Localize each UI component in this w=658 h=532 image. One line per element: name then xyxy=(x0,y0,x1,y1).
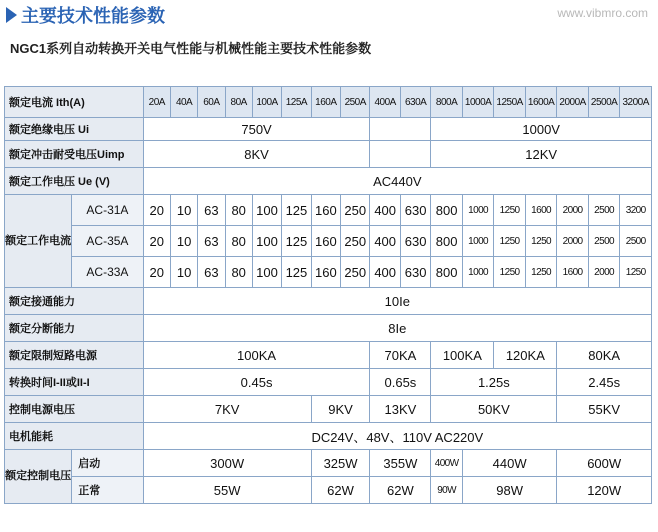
value-cell: 98W xyxy=(462,477,557,504)
value-cell: 400 xyxy=(370,226,400,257)
row-ac33a xyxy=(5,257,652,288)
value-cell: 300W xyxy=(143,450,311,477)
label-rated-current: 额定电流 Ith(A) xyxy=(5,87,144,118)
value-cell: 8KV xyxy=(143,141,370,168)
value-cell: 160 xyxy=(311,195,340,226)
row-ac31a xyxy=(5,195,652,226)
value-cell: 630 xyxy=(400,195,430,226)
value-cell: AC440V xyxy=(143,168,651,195)
category-ac31a: AC-31A xyxy=(72,195,143,226)
value-cell: 2500 xyxy=(588,195,620,226)
value-cell: 10Ie xyxy=(143,288,651,315)
value-cell: 63 xyxy=(198,257,225,288)
value-cell: 2500 xyxy=(588,226,620,257)
value-cell: 62W xyxy=(311,477,370,504)
value-cell: 100 xyxy=(252,257,281,288)
value-cell: DC24V、48V、110V AC220V xyxy=(143,423,651,450)
value-cell: 100 xyxy=(252,226,281,257)
value-cell: 750V xyxy=(143,118,370,141)
value-cell: 125 xyxy=(282,226,311,257)
value-cell: 10 xyxy=(170,195,197,226)
current-cell: 40A xyxy=(170,87,197,118)
row-impulse-voltage xyxy=(5,141,652,168)
row-control-power-normal xyxy=(5,477,652,504)
spec-table xyxy=(4,86,652,504)
current-cell: 80A xyxy=(225,87,252,118)
value-cell: 80KA xyxy=(557,342,652,369)
current-cell: 3200A xyxy=(620,87,652,118)
row-control-power-start xyxy=(5,450,652,477)
current-cell: 400A xyxy=(370,87,400,118)
category-ac35a: AC-35A xyxy=(72,226,143,257)
table-subtitle: NGC1系列自动转换开关电气性能与机械性能主要技术性能参数 xyxy=(10,41,372,56)
value-cell: 1250 xyxy=(494,195,526,226)
value-cell: 80 xyxy=(225,257,252,288)
value-cell: 250 xyxy=(341,226,370,257)
value-cell: 100 xyxy=(252,195,281,226)
current-cell: 2000A xyxy=(557,87,589,118)
label-operating-voltage: 额定工作电压 Ue (V) xyxy=(5,168,144,195)
value-cell: 800 xyxy=(431,226,463,257)
value-cell: 160 xyxy=(311,257,340,288)
value-cell: 2.45s xyxy=(557,369,652,396)
value-cell: 2000 xyxy=(557,195,589,226)
row-ac35a xyxy=(5,226,652,257)
label-making-capacity: 额定接通能力 xyxy=(5,288,144,315)
value-cell: 0.65s xyxy=(370,369,431,396)
value-cell: 12KV xyxy=(431,141,652,168)
value-cell: 160 xyxy=(311,226,340,257)
section-title: 主要技术性能参数 xyxy=(21,6,165,26)
category-normal: 正常 xyxy=(72,477,143,504)
row-making-capacity xyxy=(5,288,652,315)
value-cell: 400 xyxy=(370,257,400,288)
value-cell: 20 xyxy=(143,257,170,288)
value-cell: 90W xyxy=(431,477,463,504)
value-cell: 100KA xyxy=(431,342,494,369)
value-cell: 63 xyxy=(198,226,225,257)
value-cell: 400W xyxy=(431,450,463,477)
value-cell: 80 xyxy=(225,195,252,226)
value-cell: 325W xyxy=(311,450,370,477)
value-cell: 7KV xyxy=(143,396,311,423)
current-cell: 60A xyxy=(198,87,225,118)
value-cell: 0.45s xyxy=(143,369,370,396)
value-cell: 20 xyxy=(143,226,170,257)
value-cell xyxy=(370,118,431,141)
value-cell: 13KV xyxy=(370,396,431,423)
value-cell: 125 xyxy=(282,195,311,226)
label-insulation-voltage: 额定绝缘电压 Ui xyxy=(5,118,144,141)
label-control-voltage: 控制电源电压 xyxy=(5,396,144,423)
value-cell: 355W xyxy=(370,450,431,477)
row-control-voltage xyxy=(5,396,652,423)
current-cell: 20A xyxy=(143,87,170,118)
row-operating-voltage xyxy=(5,168,652,195)
value-cell: 55KV xyxy=(557,396,652,423)
value-cell: 125 xyxy=(282,257,311,288)
row-breaking-capacity xyxy=(5,315,652,342)
current-cell: 630A xyxy=(400,87,430,118)
value-cell: 800 xyxy=(431,257,463,288)
label-motor-power: 电机能耗 xyxy=(5,423,144,450)
row-transfer-time xyxy=(5,369,652,396)
value-cell: 80 xyxy=(225,226,252,257)
value-cell: 1600 xyxy=(557,257,589,288)
value-cell: 1250 xyxy=(494,257,526,288)
section-header xyxy=(6,2,165,28)
label-transfer-time: 转换时间I-II或II-I xyxy=(5,369,144,396)
value-cell: 8Ie xyxy=(143,315,651,342)
arrow-icon xyxy=(6,7,17,23)
current-cell: 800A xyxy=(431,87,463,118)
label-control-power: 额定控制电压 xyxy=(5,450,72,504)
value-cell: 600W xyxy=(557,450,652,477)
current-cell: 125A xyxy=(282,87,311,118)
value-cell: 800 xyxy=(431,195,463,226)
value-cell: 1250 xyxy=(494,226,526,257)
label-breaking-capacity: 额定分断能力 xyxy=(5,315,144,342)
category-start: 启动 xyxy=(72,450,143,477)
label-impulse-voltage: 额定冲击耐受电压Uimp xyxy=(5,141,144,168)
current-cell: 250A xyxy=(341,87,370,118)
value-cell xyxy=(370,141,431,168)
value-cell: 2000 xyxy=(557,226,589,257)
label-short-circuit: 额定限制短路电源 xyxy=(5,342,144,369)
current-cell: 1600A xyxy=(525,87,557,118)
current-cell: 1250A xyxy=(494,87,526,118)
value-cell: 2500 xyxy=(620,226,652,257)
value-cell: 120KA xyxy=(494,342,557,369)
value-cell: 1250 xyxy=(525,257,557,288)
value-cell: 55W xyxy=(143,477,311,504)
value-cell: 10 xyxy=(170,226,197,257)
watermark: www.vibmro.com xyxy=(557,6,648,20)
value-cell: 1000 xyxy=(462,257,494,288)
value-cell: 70KA xyxy=(370,342,431,369)
row-short-circuit xyxy=(5,342,652,369)
value-cell: 1000 xyxy=(462,226,494,257)
value-cell: 440W xyxy=(462,450,557,477)
value-cell: 1250 xyxy=(525,226,557,257)
value-cell: 50KV xyxy=(431,396,557,423)
value-cell: 1250 xyxy=(620,257,652,288)
current-cell: 160A xyxy=(311,87,340,118)
row-motor-power xyxy=(5,423,652,450)
category-ac33a: AC-33A xyxy=(72,257,143,288)
value-cell: 120W xyxy=(557,477,652,504)
value-cell: 20 xyxy=(143,195,170,226)
value-cell: 1000 xyxy=(462,195,494,226)
value-cell: 10 xyxy=(170,257,197,288)
row-rated-current xyxy=(5,87,652,118)
value-cell: 63 xyxy=(198,195,225,226)
value-cell: 630 xyxy=(400,257,430,288)
label-working-current: 额定工作电流 xyxy=(5,195,72,288)
value-cell: 100KA xyxy=(143,342,370,369)
value-cell: 2000 xyxy=(588,257,620,288)
value-cell: 250 xyxy=(341,195,370,226)
row-insulation-voltage xyxy=(5,118,652,141)
value-cell: 1600 xyxy=(525,195,557,226)
value-cell: 9KV xyxy=(311,396,370,423)
current-cell: 1000A xyxy=(462,87,494,118)
value-cell: 1.25s xyxy=(431,369,557,396)
value-cell: 250 xyxy=(341,257,370,288)
current-cell: 100A xyxy=(252,87,281,118)
value-cell: 62W xyxy=(370,477,431,504)
value-cell: 1000V xyxy=(431,118,652,141)
value-cell: 3200 xyxy=(620,195,652,226)
current-cell: 2500A xyxy=(588,87,620,118)
value-cell: 630 xyxy=(400,226,430,257)
value-cell: 400 xyxy=(370,195,400,226)
